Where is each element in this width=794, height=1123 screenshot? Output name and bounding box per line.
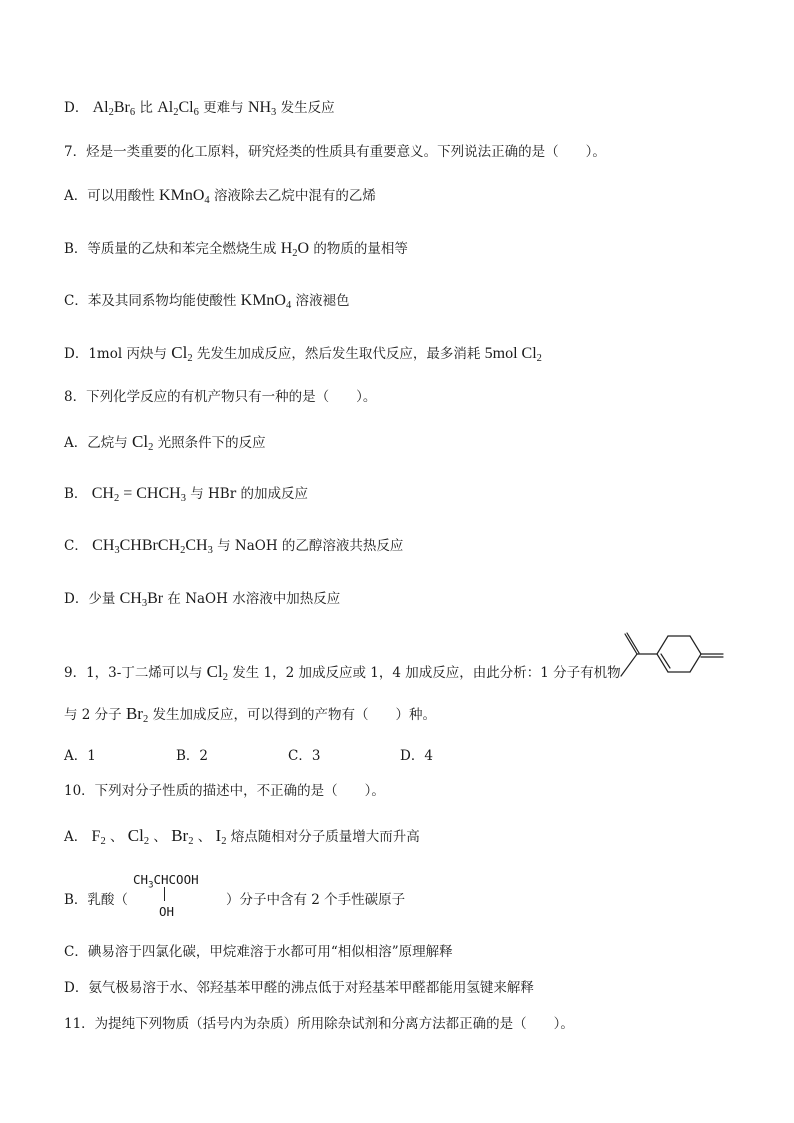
text: 溶液除去乙烷中混有的乙烯	[213, 188, 376, 204]
text: D．少量	[64, 591, 116, 607]
text: B．乳酸（	[64, 892, 128, 908]
text: 熔点随相对分子质量增大而升高	[230, 829, 420, 845]
text: 与 2 分子	[64, 707, 122, 723]
formula-cl2: $Cl_2$	[132, 432, 154, 453]
text: 先发生加成反应，然后发生取代反应，最多消耗	[196, 346, 481, 362]
formula-cl2: $Cl_2$	[171, 343, 193, 364]
question-10: 10．下列对分子性质的描述中，不正确的是（ ）。	[64, 783, 385, 799]
q7-option-d	[64, 343, 542, 369]
q8-option-a	[64, 432, 266, 458]
question-11: 11．为提纯下列物质（括号内为杂质）所用除杂试剂和分离方法都正确的是（ ）。	[64, 1016, 574, 1032]
formula-h2o: $H_2O$	[280, 240, 310, 259]
lactic-acid-top: $CH_3CHCOOH$	[133, 872, 199, 891]
text: A．可以用酸性	[64, 188, 155, 204]
q7-option-c	[64, 291, 350, 316]
separator: 、	[153, 829, 167, 845]
separator: 、	[197, 829, 212, 845]
q9-option-c: C．3	[288, 748, 321, 764]
q7-option-b	[64, 239, 408, 264]
formula-i2: $I_2$	[215, 826, 227, 847]
text: 与 HBr 的加成反应	[190, 486, 308, 502]
text: 在 NaOH 水溶液中加热反应	[167, 591, 341, 607]
formula-br2: $Br_2$	[125, 704, 149, 725]
text: 与 NaOH 的乙醇溶液共热反应	[217, 538, 404, 554]
text: C．	[64, 538, 88, 554]
formula-ch3br: $CH_3Br$	[119, 590, 164, 609]
q9-option-a: A．1	[64, 748, 96, 764]
text: 的物质的量相等	[313, 241, 408, 257]
text: 溶液褪色	[295, 293, 350, 309]
formula-2-bromobutane: $CH_3CHBrCH_2CH_3$	[92, 537, 213, 556]
text: 发生反应	[280, 100, 335, 116]
q8-option-b	[64, 484, 308, 509]
text: 发生 1，2 加成反应或 1，4 加成反应，由此分析：1 分子有机物	[232, 665, 621, 681]
formula-kmno4: KMnO$_4$	[240, 292, 292, 311]
bond-line	[164, 887, 165, 901]
question-9-continued	[64, 704, 436, 730]
formula-al2br6: $Al_2Br_6$	[92, 99, 136, 118]
q10-option-d: D．氨气极易溶于水、邻羟基苯甲醛的沸点低于对羟基苯甲醛都能用氢键来解释	[64, 980, 534, 996]
text: B．	[64, 486, 88, 502]
q9-option-d: D．4	[400, 748, 433, 764]
q7-option-a	[64, 186, 376, 211]
lactic-acid-oh: OH	[159, 904, 175, 919]
option-label: D．	[64, 100, 89, 116]
formula-br2: $Br_2$	[171, 826, 194, 847]
text: C．苯及其同系物均能使酸性	[64, 293, 237, 309]
text: D．1mol 丙炔与	[64, 346, 167, 362]
organic-molecule-structure	[617, 628, 727, 680]
q9-options	[64, 746, 433, 766]
question-8: 8．下列化学反应的有机产物只有一种的是（ ）。	[64, 389, 377, 405]
q8-option-c	[64, 536, 403, 561]
text: B．等质量的乙炔和苯完全燃烧生成	[64, 241, 277, 257]
formula-f2: $F_2$	[91, 828, 106, 847]
text: 光照条件下的反应	[157, 435, 266, 451]
formula-propene: $CH_2$ = $CHCH_3$	[91, 485, 186, 504]
text: 更难与	[203, 100, 244, 116]
text: ）分子中含有 2 个手性碳原子	[226, 892, 406, 908]
question-7: 7．烃是一类重要的化工原料，研究烃类的性质具有重要意义。下列说法正确的是（ ）。	[64, 144, 606, 160]
q10-option-b	[64, 872, 484, 924]
text: A．乙烷与	[64, 435, 128, 451]
text: 发生加成反应，可以得到的产物有（ ）种。	[152, 707, 437, 723]
q10-option-a	[64, 826, 420, 852]
q8-option-d	[64, 589, 340, 614]
formula-cl2: $Cl_2$	[127, 826, 150, 847]
text: 比	[139, 100, 153, 116]
formula-nh3: $NH_3$	[247, 99, 277, 118]
formula-al2cl6: $Al_2Cl_6$	[157, 99, 199, 118]
separator: 、	[110, 829, 124, 845]
formula-cl2: $Cl_2$	[206, 662, 228, 683]
question-9	[64, 662, 621, 688]
text: 9．1，3-丁二烯可以与	[64, 665, 203, 681]
q9-option-b: B．2	[176, 748, 209, 764]
text: A．	[64, 829, 88, 845]
formula-kmno4: KMnO$_4$	[159, 187, 210, 206]
formula-5mol-cl2: 5mol $Cl_2$	[484, 345, 542, 364]
option-d-al2br6	[64, 98, 335, 123]
q10-option-c: C．碘易溶于四氯化碳，甲烷难溶于水都可用“相似相溶”原理解释	[64, 944, 453, 960]
